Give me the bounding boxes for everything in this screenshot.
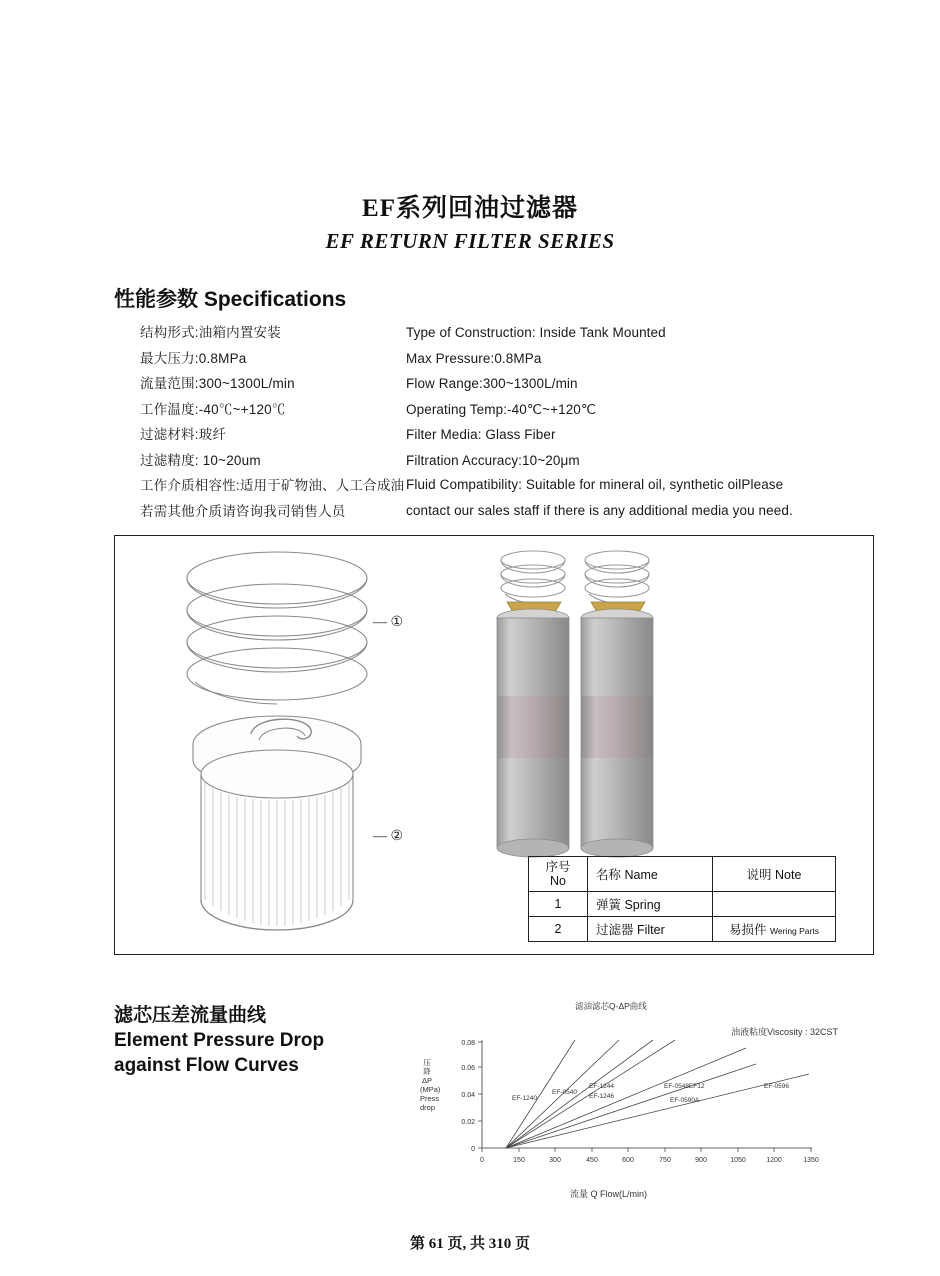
spec-cn: 工作温度:-40℃~+120℃ [140,401,286,417]
product-figure-panel [114,535,874,955]
svg-text:300: 300 [549,1157,561,1164]
spec-en: Max Pressure:0.8MPa [406,350,542,366]
spec-en: contact our sales staff if there is any additional media you need. [406,502,793,518]
spec-row [114,320,874,346]
callout-label-1: — ① [373,615,404,630]
svg-text:0: 0 [471,1146,475,1153]
page-footer: 第 61 页, 共 310 页 [409,1236,530,1252]
parts-cell-name: 弹簧 Spring [588,892,713,917]
spec-cn: 工作介质相容性:适用于矿物油、人工合成油 [140,478,405,493]
svg-text:600: 600 [622,1157,634,1164]
svg-text:EF-1246: EF-1246 [589,1093,614,1100]
parts-header-note: 说明 Note [713,857,836,892]
parts-cell-note [713,917,836,942]
chart-x-axis-label: 流量 Q Flow(L/min) [570,1189,648,1199]
parts-header-name: 名称 Name [588,857,713,892]
table-header-row [529,857,836,892]
parts-header-no-cn: 序号 [545,860,571,874]
spec-cn: 流量范围:300~1300L/min [140,376,295,391]
svg-text:EF-1244: EF-1244 [589,1083,614,1090]
spec-row [114,499,874,525]
svg-text:750: 750 [659,1157,671,1164]
spec-row [114,422,874,448]
chart-title: 滤油滤芯Q-ΔP曲线 [575,1001,647,1011]
chart-viscosity-annotation: 油液粘度Viscosity : 32CST [731,1027,838,1037]
svg-text:900: 900 [695,1157,707,1164]
specifications-heading-cn: 性能参数 [114,288,198,311]
specifications-heading-en: Specifications [203,288,347,311]
spec-row [114,371,874,397]
parts-cell-no: 2 [529,917,588,942]
specifications-table [114,320,874,524]
chart-y-axis-label: 压降ΔP (MPa) Press drop [420,1058,441,1112]
spec-en: Fluid Compatibility: Suitable for mineral oil, synthetic oilPlease [406,477,784,492]
svg-text:EF-0540: EF-0540 [552,1089,577,1096]
parts-table [528,856,836,942]
curves-heading-en-2: against Flow Curves [114,1055,299,1076]
svg-text:1200: 1200 [766,1157,782,1164]
spec-en: Operating Temp:-40℃~+120℃ [406,401,597,417]
svg-text:EF-0548EF12: EF-0548EF12 [664,1083,705,1090]
parts-cell-no: 1 [529,892,588,917]
page-title-en: EF RETURN FILTER SERIES [325,229,615,253]
filter-element-illustration [155,548,475,948]
spec-cn: 过滤材料:玻纤 [140,427,227,442]
svg-text:150: 150 [513,1157,525,1164]
svg-text:1050: 1050 [730,1157,746,1164]
spec-cn: 若需其他介质请咨询我司销售人员 [140,503,346,519]
page-title-block [0,188,940,254]
parts-cell-note-en: Wering Parts [770,926,819,936]
svg-text:EF-0590A: EF-0590A [670,1097,700,1104]
page-title-cn: EF系列回油过滤器 [362,195,578,222]
curves-heading-en-1: Element Pressure Drop [114,1030,325,1051]
svg-text:1350: 1350 [803,1157,819,1164]
svg-text:EF-0596: EF-0596 [764,1083,789,1090]
parts-cell-note [713,892,836,917]
svg-text:EF-1240: EF-1240 [512,1095,537,1102]
specifications-heading [114,283,346,313]
table-row [529,917,836,942]
spec-en: Type of Construction: Inside Tank Mounted [406,325,666,340]
spec-en: Filter Media: Glass Fiber [406,427,556,442]
pressure-drop-chart [420,1000,840,1200]
spec-row [114,397,874,423]
assembled-filters-illustration [475,546,705,866]
parts-cell-note-cn: 易损件 [729,923,767,937]
parts-header-no [529,857,588,892]
svg-text:0.08: 0.08 [461,1040,475,1047]
parts-cell-name: 过滤器 Filter [588,917,713,942]
svg-text:0.06: 0.06 [461,1065,475,1072]
svg-text:0: 0 [480,1157,484,1164]
spec-cn: 最大压力:0.8MPa [140,350,247,366]
svg-text:450: 450 [586,1157,598,1164]
spec-cn: 过滤精度: 10~20um [140,452,261,468]
curves-heading-cn: 滤芯压差流量曲线 [114,1005,267,1026]
spec-row [114,473,874,499]
table-row [529,892,836,917]
curves-heading [114,1003,324,1078]
chart-plot-area [434,1030,834,1180]
svg-text:0.02: 0.02 [461,1119,475,1126]
spec-cn: 结构形式:油箱内置安装 [140,325,281,340]
spec-en: Filtration Accuracy:10~20μm [406,452,580,468]
spec-row [114,448,874,474]
spec-en: Flow Range:300~1300L/min [406,376,578,391]
callout-label-2: — ② [373,829,404,844]
spec-row [114,346,874,372]
parts-header-no-en: No [550,874,566,888]
svg-text:0.04: 0.04 [461,1092,475,1099]
